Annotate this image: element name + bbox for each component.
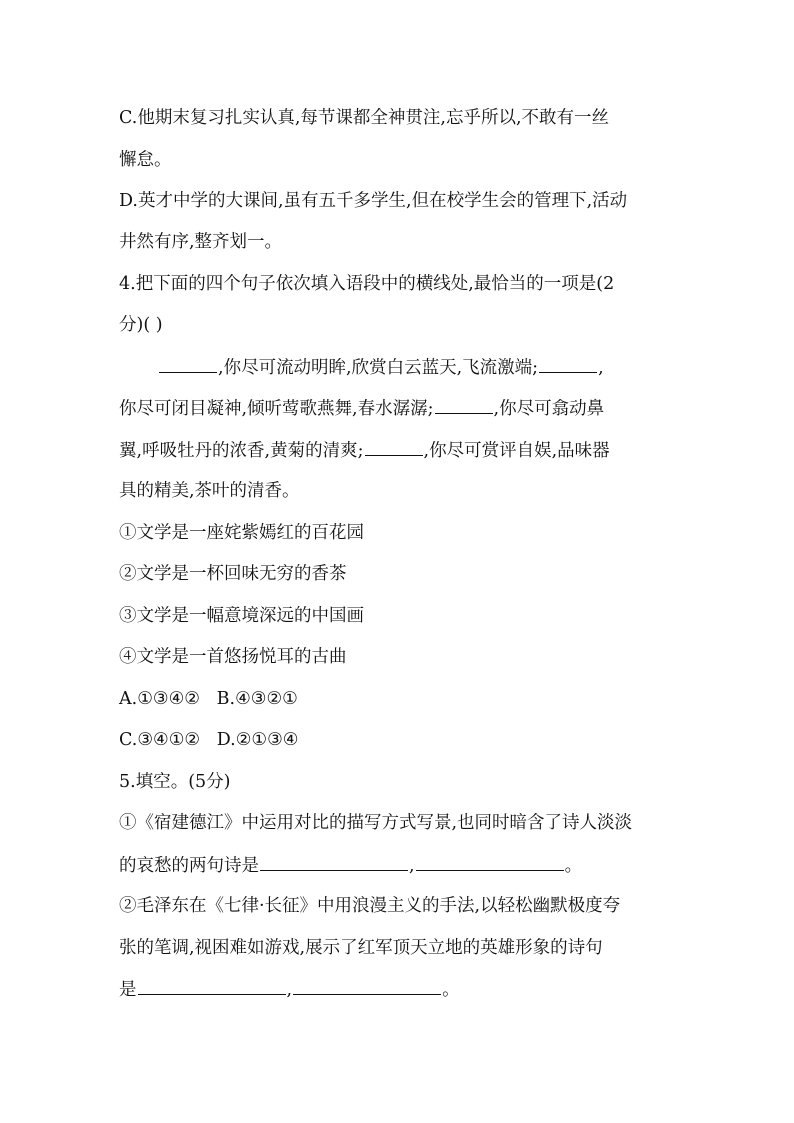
answer-blank[interactable] [435, 397, 493, 414]
answer-blank[interactable] [416, 854, 564, 871]
q5-item1-line2 [119, 854, 679, 877]
q5-item2-line1: ②毛泽东在《七律·长征》中用浪漫主义的手法,以轻松幽默极度夸 [119, 896, 621, 916]
answer-blank[interactable] [138, 978, 286, 995]
q5-item2-line3 [119, 978, 679, 1001]
q3-option-c-line1: C.他期末复习扎实认真,每节课都全神贯注,忘乎所以,不敢有一丝 [119, 108, 610, 128]
q4-passage-line2 [119, 397, 679, 420]
passage-text: , [598, 358, 604, 378]
q5-item2-line2: 张的笔调,视困难如游戏,展示了红军顶天立地的英雄形象的诗句 [119, 938, 603, 958]
q3-option-d-line2: 井然有序,整齐划一。 [119, 232, 283, 252]
q4-passage-line1 [158, 356, 678, 379]
q5-item1-line1: ①《宿建德江》中运用对比的描写方式写景,也同时暗含了诗人淡淡 [119, 813, 633, 833]
q5-stem: 5.填空。(5分) [119, 772, 231, 792]
q4-passage-line4: 具的精美,茶叶的清香。 [119, 481, 300, 501]
passage-text: 翼,呼吸牡丹的浓香,黄菊的清爽; [119, 441, 364, 461]
q4-sentence-2: ②文学是一杯回味无穷的香茶 [119, 564, 347, 584]
passage-text: ,你尽可翕动鼻 [493, 399, 605, 419]
answer-blank[interactable] [159, 356, 217, 373]
q4-passage-line3 [119, 439, 679, 462]
passage-text: ,你尽可赏评自娱,品味器 [423, 441, 610, 461]
answer-blank[interactable] [365, 439, 423, 456]
item-text: 的哀愁的两句诗是 [119, 856, 259, 876]
q3-option-d-line1: D.英才中学的大课间,虽有五千多学生,但在校学生会的管理下,活动 [119, 191, 628, 211]
item-text: 是 [119, 980, 137, 1000]
item-text: , [286, 980, 293, 1000]
q3-option-c-line2: 懈怠。 [119, 150, 172, 170]
q4-sentence-4: ④文学是一首悠扬悦耳的古曲 [119, 647, 347, 667]
answer-blank[interactable] [539, 356, 597, 373]
q4-choices-row1: A.①③④② B.④③②① [119, 689, 298, 709]
answer-blank[interactable] [260, 854, 408, 871]
item-text: 。 [564, 856, 583, 876]
q4-stem-line1: 4.把下面的四个句子依次填入语段中的横线处,最恰当的一项是(2 [119, 274, 615, 294]
q4-sentence-3: ③文学是一幅意境深远的中国画 [119, 606, 364, 626]
q4-stem-line2: 分)( ) [119, 315, 163, 335]
q4-sentence-1: ①文学是一座姹紫嫣红的百花园 [119, 523, 364, 543]
passage-text: 你尽可闭目凝神,倾听莺歌燕舞,春水潺潺; [119, 399, 434, 419]
item-text: 。 [442, 980, 460, 1000]
answer-blank[interactable] [293, 978, 441, 995]
q4-choices-row2: C.③④①② D.②①③④ [119, 730, 299, 750]
item-text: , [409, 856, 415, 876]
passage-text: ,你尽可流动明眸,欣赏白云蓝天,飞流激端; [218, 358, 539, 378]
